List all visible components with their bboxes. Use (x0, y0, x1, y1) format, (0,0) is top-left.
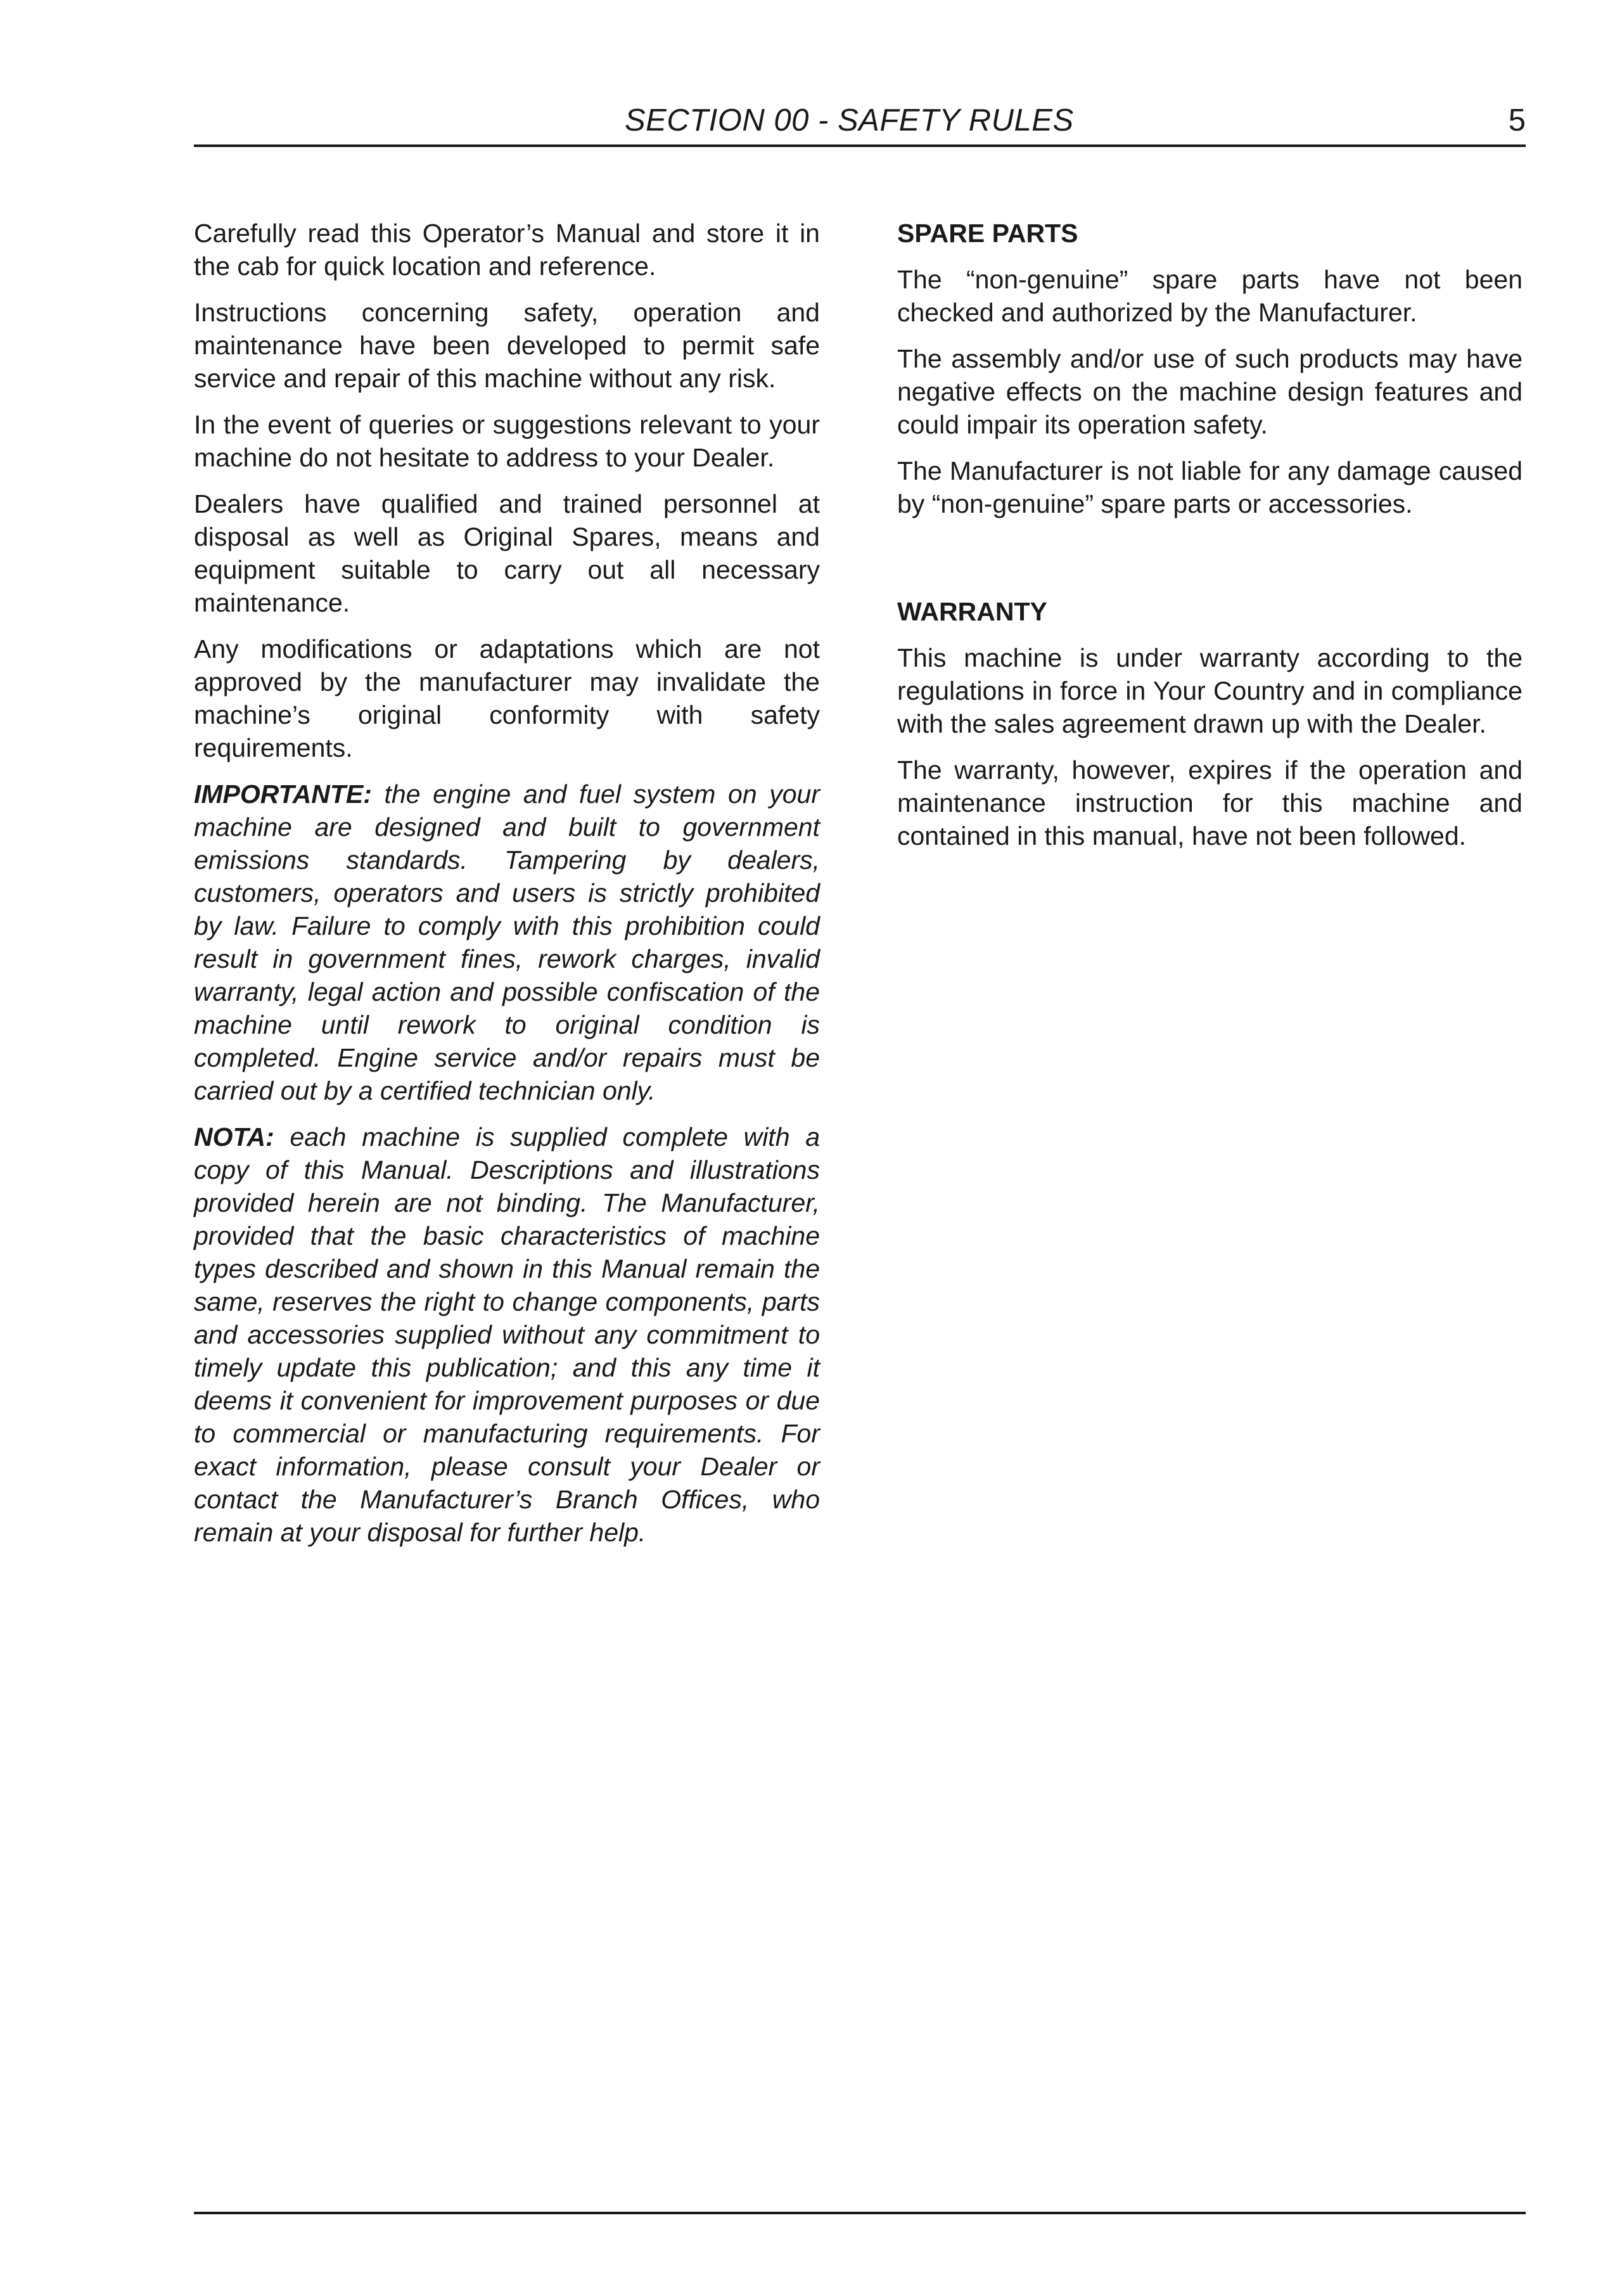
warranty-paragraph-2: The warranty, however, expires if the operation and maintenance instruction for this machine and contained in this manual, have not been followed. (897, 755, 1523, 850)
page-header (194, 100, 1526, 147)
section-spacer (897, 534, 1523, 595)
spare-parts-heading: SPARE PARTS (897, 219, 1078, 248)
warranty-heading: WARRANTY (897, 597, 1047, 626)
important-label: IMPORTANTE: (194, 779, 372, 809)
warranty-paragraph-1: This machine is under warranty according to the regulations in force in Your Country and in compliance with the sales agreement drawn up with the Dealer. (897, 643, 1523, 738)
right-column (897, 217, 1523, 866)
queries-paragraph: In the event of queries or suggestions relevant to your machine do not hesitate to address to your Dealer. (194, 410, 820, 472)
dealers-paragraph: Dealers have qualified and trained personnel at disposal as well as Original Spares, means and equipment suitable to carry out all necessary maintenance. (194, 489, 820, 617)
instructions-paragraph: Instructions concerning safety, operation and maintenance have been developed to permit safe service and repair of this machine without any risk. (194, 298, 820, 393)
spare-parts-paragraph-2: The assembly and/or use of such products may have negative effects on the machine design features and could impair its operation safety. (897, 344, 1523, 439)
section-title: SECTION 00 - SAFETY RULES (625, 103, 1074, 138)
nota-note (194, 1120, 820, 1549)
spare-parts-paragraph-1: The “non-genuine” spare parts have not been checked and authorized by the Manufacturer. (897, 265, 1523, 327)
modifications-paragraph: Any modifications or adaptations which are not approved by the manufacturer may invalidate the machine’s original conformity with safety requirements. (194, 634, 820, 762)
nota-text: each machine is supplied complete with a copy of this Manual. Descriptions and illustrations provided herein are not binding. The Manufacturer, provided that the basic characteristics of machine types described and shown in this Manual remain the same, reserves the right to change components, parts and accessories supplied without any commitment to timely update this publication; and this any time it deems it convenient for improvement purposes or due to commercial or manufacturing requirements. For exact information, please consult your Dealer or contact the Manufacturer’s Branch Offices, who remain at your disposal for further help. (194, 1122, 820, 1547)
intro-paragraph: Carefully read this Operator’s Manual and store it in the cab for quick location and reference. (194, 219, 820, 281)
nota-label: NOTA: (194, 1122, 274, 1151)
spare-parts-paragraph-3: The Manufacturer is not liable for any damage caused by “non-genuine” spare parts or accessories. (897, 456, 1523, 518)
footer-rule (194, 2212, 1526, 2214)
page-number: 5 (1508, 103, 1526, 138)
important-note (194, 778, 820, 1107)
important-text: the engine and fuel system on your machine are designed and built to government emissions standards. Tampering by dealers, customers, operators and users is strictly prohibited by law. Failure to comply with this prohibition could result in government fines, rework charges, invalid warranty, legal action and possible confiscation of the machine until rework to original condition is completed. Engine service and/or repairs must be carried out by a certified technician only. (194, 779, 820, 1105)
left-column (194, 217, 820, 1562)
